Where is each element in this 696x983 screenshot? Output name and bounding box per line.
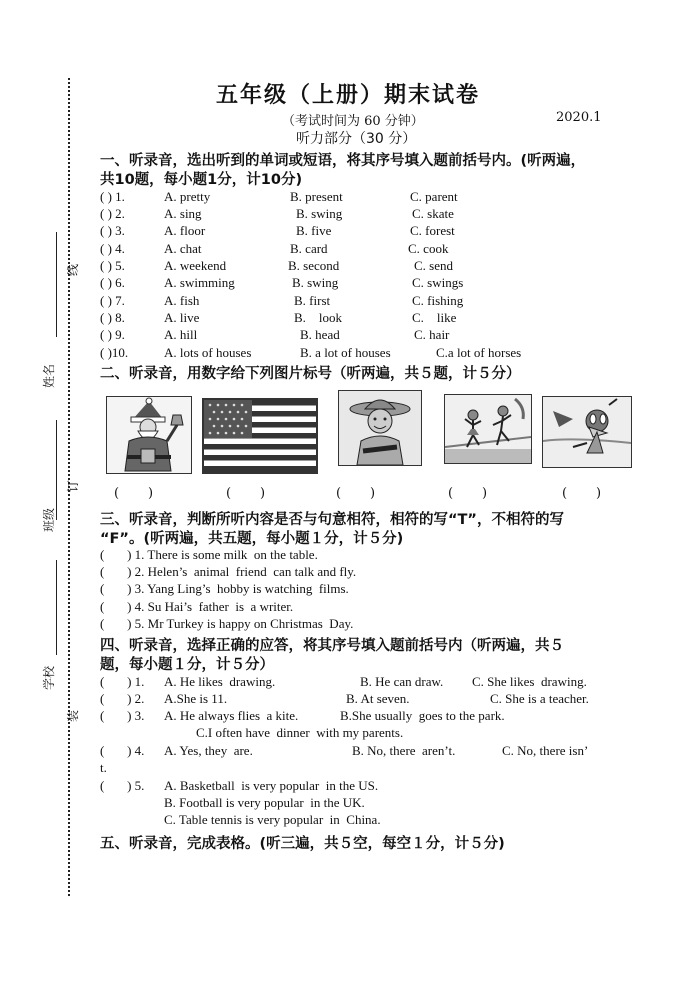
- s1-q4-num: ( ) 4.: [100, 241, 125, 256]
- exam-time: （考试时间为 60 分钟）: [282, 114, 424, 129]
- s4-q5-c[interactable]: C. Table tennis is very popular in China.: [164, 812, 381, 827]
- s4-q1-c[interactable]: C. She likes drawing.: [472, 674, 587, 689]
- s4-q4-c-wrap: t.: [100, 760, 107, 775]
- s3-q1: ( ) 1. There is some milk on the table.: [100, 547, 318, 562]
- skaters-picture: [444, 394, 532, 464]
- section5-heading: 五、听录音，完成表格。(听三遍，共５空，每空１分，计５分): [100, 836, 505, 852]
- santa-icon: [107, 397, 191, 473]
- s4-q3-c[interactable]: C.I often have dinner with my parents.: [196, 725, 404, 740]
- s1-q10-num: ( )10.: [100, 345, 129, 360]
- s3-q3: ( ) 3. Yang Ling’s hobby is watching films.: [100, 581, 349, 596]
- s1-q4-b[interactable]: B. card: [290, 241, 328, 256]
- picture4-blank[interactable]: ( ): [448, 486, 488, 501]
- s1-q7-b[interactable]: B. first: [294, 293, 331, 308]
- section1-heading-2: 共10题，每小题1分，计10分): [100, 172, 303, 188]
- s4-q5-b[interactable]: B. Football is very popular in the UK.: [164, 795, 365, 810]
- s4-q1-num: ( ) 1.: [100, 674, 145, 689]
- s1-q8-b[interactable]: B. look: [294, 310, 343, 325]
- name-label: 姓名: [42, 363, 56, 388]
- s1-q8-num: ( ) 8.: [100, 310, 125, 325]
- s1-q6-b[interactable]: B. swing: [292, 275, 339, 290]
- s4-q2-num: ( ) 2.: [100, 691, 145, 706]
- cartoon-icon: [543, 397, 631, 467]
- s1-q9-b[interactable]: B. head: [300, 327, 340, 342]
- s4-q2-a[interactable]: A.She is 11.: [164, 691, 228, 706]
- farmer-picture: [338, 390, 422, 466]
- s4-q4-a[interactable]: A. Yes, they are.: [164, 743, 253, 758]
- picture1-blank[interactable]: ( ): [114, 486, 154, 501]
- s1-q1-b[interactable]: B. present: [290, 189, 343, 204]
- school-underline: [56, 560, 57, 655]
- name-underline: [56, 232, 57, 337]
- s1-q8-c[interactable]: C. like: [412, 310, 457, 325]
- section4-heading-1: 四、听录音，选择正确的应答，将其序号填入题前括号内（听两遍，共５: [100, 638, 564, 654]
- farmer-icon: [339, 391, 421, 465]
- s1-q3-a[interactable]: A. floor: [164, 223, 206, 238]
- class-label: 班级: [42, 507, 56, 532]
- s1-q9-num: ( ) 9.: [100, 327, 125, 342]
- us-flag-picture: [202, 398, 318, 474]
- s4-q4-num: ( ) 4.: [100, 743, 145, 758]
- s1-q10-c[interactable]: C.a lot of horses: [436, 345, 522, 360]
- s4-q4-b[interactable]: B. No, there aren’t.: [352, 743, 456, 758]
- s1-q2-c[interactable]: C. skate: [412, 206, 454, 221]
- school-label: 学校: [42, 665, 56, 690]
- s4-q2-c[interactable]: C. She is a teacher.: [490, 691, 589, 706]
- s4-q3-b[interactable]: B.She usually goes to the park.: [340, 708, 505, 723]
- s4-q2-b[interactable]: B. At seven.: [346, 691, 410, 706]
- s1-q3-b[interactable]: B. five: [296, 223, 332, 238]
- s4-q1-a[interactable]: A. He likes drawing.: [164, 674, 276, 689]
- s4-q5-a[interactable]: A. Basketball is very popular in the US.: [164, 778, 379, 793]
- s4-q4-c[interactable]: C. No, there isn’: [502, 743, 589, 758]
- s1-q7-c[interactable]: C. fishing: [412, 293, 464, 308]
- section4-heading-2: 题，每小题１分，计５分）: [100, 657, 274, 673]
- s3-q5: ( ) 5. Mr Turkey is happy on Christmas Day.: [100, 616, 354, 631]
- s1-q8-a[interactable]: A. live: [164, 310, 200, 325]
- page-title: 五年级（上册）期末试卷: [215, 82, 480, 108]
- s1-q7-a[interactable]: A. fish: [164, 293, 200, 308]
- s1-q5-c[interactable]: C. send: [414, 258, 453, 273]
- class-underline: [56, 420, 57, 520]
- s1-q4-c[interactable]: C. cook: [408, 241, 449, 256]
- s1-q1-num: ( ) 1.: [100, 189, 125, 204]
- s1-q9-a[interactable]: A. hill: [164, 327, 198, 342]
- cartoon-picture: [542, 396, 632, 468]
- s1-q7-num: ( ) 7.: [100, 293, 125, 308]
- s1-q5-num: ( ) 5.: [100, 258, 125, 273]
- binding-zhuang: 装: [66, 709, 80, 722]
- picture5-blank[interactable]: ( ): [562, 486, 602, 501]
- skating-icon: [445, 395, 531, 463]
- santa-picture: [106, 396, 192, 474]
- us-flag-icon: [204, 400, 316, 472]
- s1-q10-b[interactable]: B. a lot of houses: [300, 345, 391, 360]
- s1-q5-b[interactable]: B. second: [288, 258, 340, 273]
- s1-q1-a[interactable]: A. pretty: [164, 189, 211, 204]
- s1-q6-num: ( ) 6.: [100, 275, 125, 290]
- s1-q10-a[interactable]: A. lots of houses: [164, 345, 252, 360]
- s1-q6-c[interactable]: C. swings: [412, 275, 464, 290]
- section3-heading-2: “F”。(听两遍，共五题，每小题１分，计５分): [100, 531, 404, 547]
- section1-heading-1: 一、听录音，选出听到的单词或短语，将其序号填入题前括号内。(听两遍，: [100, 153, 586, 169]
- picture2-blank[interactable]: ( ): [226, 486, 266, 501]
- s1-q2-b[interactable]: B. swing: [296, 206, 343, 221]
- binding-ding: 订: [66, 479, 80, 492]
- s1-q2-a[interactable]: A. sing: [164, 206, 202, 221]
- s1-q1-c[interactable]: C. parent: [410, 189, 458, 204]
- s3-q2: ( ) 2. Helen’s animal friend can talk and fly.: [100, 564, 357, 579]
- s4-q3-a[interactable]: A. He always flies a kite.: [164, 708, 299, 723]
- s1-q3-c[interactable]: C. forest: [410, 223, 455, 238]
- section3-heading-1: 三、听录音，判断所听内容是否与句意相符，相符的写“T”，不相符的写: [100, 512, 564, 528]
- s4-q3-num: ( ) 3.: [100, 708, 145, 723]
- s1-q9-c[interactable]: C. hair: [414, 327, 450, 342]
- listening-header: 听力部分（30 分）: [296, 131, 417, 147]
- s4-q5-num: ( ) 5.: [100, 778, 145, 793]
- s1-q3-num: ( ) 3.: [100, 223, 125, 238]
- s3-q4: ( ) 4. Su Hai’s father is a writer.: [100, 599, 294, 614]
- exam-date: 2020.1: [556, 110, 602, 125]
- s1-q2-num: ( ) 2.: [100, 206, 125, 221]
- s1-q4-a[interactable]: A. chat: [164, 241, 202, 256]
- section2-heading: 二、听录音，用数字给下列图片标号（听两遍，共５题，计５分）: [100, 366, 521, 382]
- s1-q5-a[interactable]: A. weekend: [164, 258, 227, 273]
- binding-xian: 线: [66, 263, 80, 276]
- s4-q1-b[interactable]: B. He can draw.: [360, 674, 444, 689]
- picture3-blank[interactable]: ( ): [336, 486, 376, 501]
- s1-q6-a[interactable]: A. swimming: [164, 275, 235, 290]
